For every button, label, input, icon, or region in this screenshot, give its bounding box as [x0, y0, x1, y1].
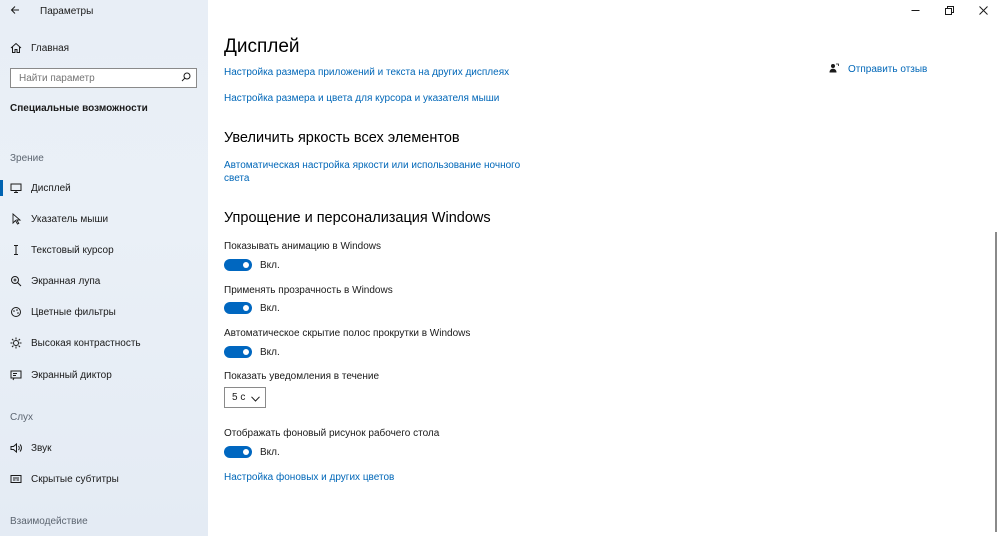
toggle-knob [243, 262, 249, 268]
minimize-button[interactable] [898, 0, 932, 22]
main-content [208, 0, 1000, 536]
titlebar-left [0, 0, 208, 22]
section-title: Специальные возможности [10, 103, 148, 114]
sidebar-item-label: Скрытые субтитры [31, 473, 119, 485]
toggle-row-scrollbars [224, 346, 280, 358]
sidebar-item-color-filters[interactable] [0, 299, 208, 325]
option-label-animation: Показывать анимацию в Windows [224, 241, 382, 252]
sidebar [0, 0, 208, 536]
back-button[interactable] [0, 0, 30, 22]
group-label-interaction: Взаимодействие [10, 516, 88, 527]
nav-home[interactable] [0, 36, 208, 60]
sidebar-item-captions[interactable] [0, 466, 208, 492]
sidebar-item-label: Высокая контрастность [31, 337, 141, 349]
sidebar-item-magnifier[interactable] [0, 268, 208, 294]
high-contrast-icon [0, 337, 31, 349]
link-auto-brightness-line1: Автоматическая настройка яркости или использование ночного [224, 160, 521, 171]
magnifier-icon [0, 275, 31, 287]
chevron-down-icon [251, 389, 260, 407]
send-feedback-link[interactable]: Отправить отзыв [848, 63, 928, 75]
sidebar-item-text-cursor[interactable] [0, 237, 208, 263]
toggle-state-label: Вкл. [260, 259, 280, 271]
app-title: Параметры [40, 5, 94, 17]
toggle-state-label: Вкл. [260, 446, 280, 458]
wallpaper-toggle[interactable] [224, 446, 252, 458]
transparency-toggle[interactable] [224, 302, 252, 314]
link-cursor-size-color[interactable]: Настройка размера и цвета для курсора и указателя мыши [224, 93, 500, 104]
sidebar-item-label: Текстовый курсор [31, 244, 114, 256]
home-icon [0, 42, 31, 54]
sidebar-item-label: Экранный диктор [31, 369, 112, 381]
sidebar-item-narrator[interactable] [0, 362, 208, 388]
option-label-transparency: Применять прозрачность в Windows [224, 285, 393, 296]
page-title: Дисплей [224, 36, 300, 57]
color-filters-icon [0, 306, 31, 318]
notifications-duration-select[interactable] [224, 387, 266, 408]
window-controls [898, 0, 1000, 22]
link-auto-brightness[interactable] [224, 159, 520, 185]
toggle-knob [243, 349, 249, 355]
search-box[interactable] [10, 68, 197, 88]
group-label-vision: Зрение [10, 153, 44, 164]
text-cursor-icon [0, 244, 31, 256]
toggle-state-label: Вкл. [260, 346, 280, 358]
group-label-hearing: Слух [10, 412, 34, 423]
toggle-knob [243, 449, 249, 455]
feedback[interactable] [829, 60, 927, 78]
arrow-left-icon [10, 2, 20, 20]
captions-icon [0, 473, 31, 485]
sidebar-item-sound[interactable] [0, 435, 208, 461]
sidebar-item-high-contrast[interactable] [0, 330, 208, 356]
feedback-person-icon [829, 60, 839, 78]
narrator-icon [0, 369, 31, 381]
search-input[interactable] [19, 73, 169, 84]
sidebar-item-label: Дисплей [31, 182, 71, 194]
search-icon[interactable] [181, 69, 191, 87]
dropdown-value: 5 с [232, 392, 246, 403]
option-label-notifications: Показать уведомления в течение [224, 371, 380, 382]
heading-brightness: Увеличить яркость всех элементов [224, 130, 460, 146]
link-scale-other-displays[interactable]: Настройка размера приложений и текста на других дисплеях [224, 67, 510, 78]
restore-button[interactable] [932, 0, 966, 22]
toggle-state-label: Вкл. [260, 302, 280, 314]
sidebar-item-display[interactable] [0, 175, 208, 201]
sidebar-item-mouse-pointer[interactable] [0, 206, 208, 232]
option-label-scrollbars: Автоматическое скрытие полос прокрутки в Windows [224, 328, 471, 339]
speaker-icon [0, 442, 31, 454]
scrollbar[interactable] [995, 232, 997, 532]
sidebar-item-label: Указатель мыши [31, 213, 109, 225]
link-auto-brightness-line2: света [224, 173, 250, 184]
toggle-row-animation [224, 259, 280, 271]
restore-icon [945, 2, 954, 20]
minimize-icon [911, 2, 920, 20]
display-icon [0, 182, 31, 194]
toggle-row-transparency [224, 302, 280, 314]
toggle-knob [243, 305, 249, 311]
sidebar-item-label: Звук [31, 442, 52, 454]
sidebar-item-label: Экранная лупа [31, 275, 101, 287]
toggle-row-wallpaper [224, 446, 280, 458]
animation-toggle[interactable] [224, 259, 252, 271]
close-button[interactable] [966, 0, 1000, 22]
close-icon [979, 2, 988, 20]
mouse-pointer-icon [0, 213, 31, 225]
option-label-wallpaper: Отображать фоновый рисунок рабочего стола [224, 428, 440, 439]
sidebar-item-label: Цветные фильтры [31, 306, 116, 318]
link-background-colors[interactable]: Настройка фоновых и других цветов [224, 472, 395, 483]
hide-scrollbars-toggle[interactable] [224, 346, 252, 358]
heading-simplify: Упрощение и персонализация Windows [224, 210, 491, 226]
nav-home-label: Главная [31, 42, 70, 54]
